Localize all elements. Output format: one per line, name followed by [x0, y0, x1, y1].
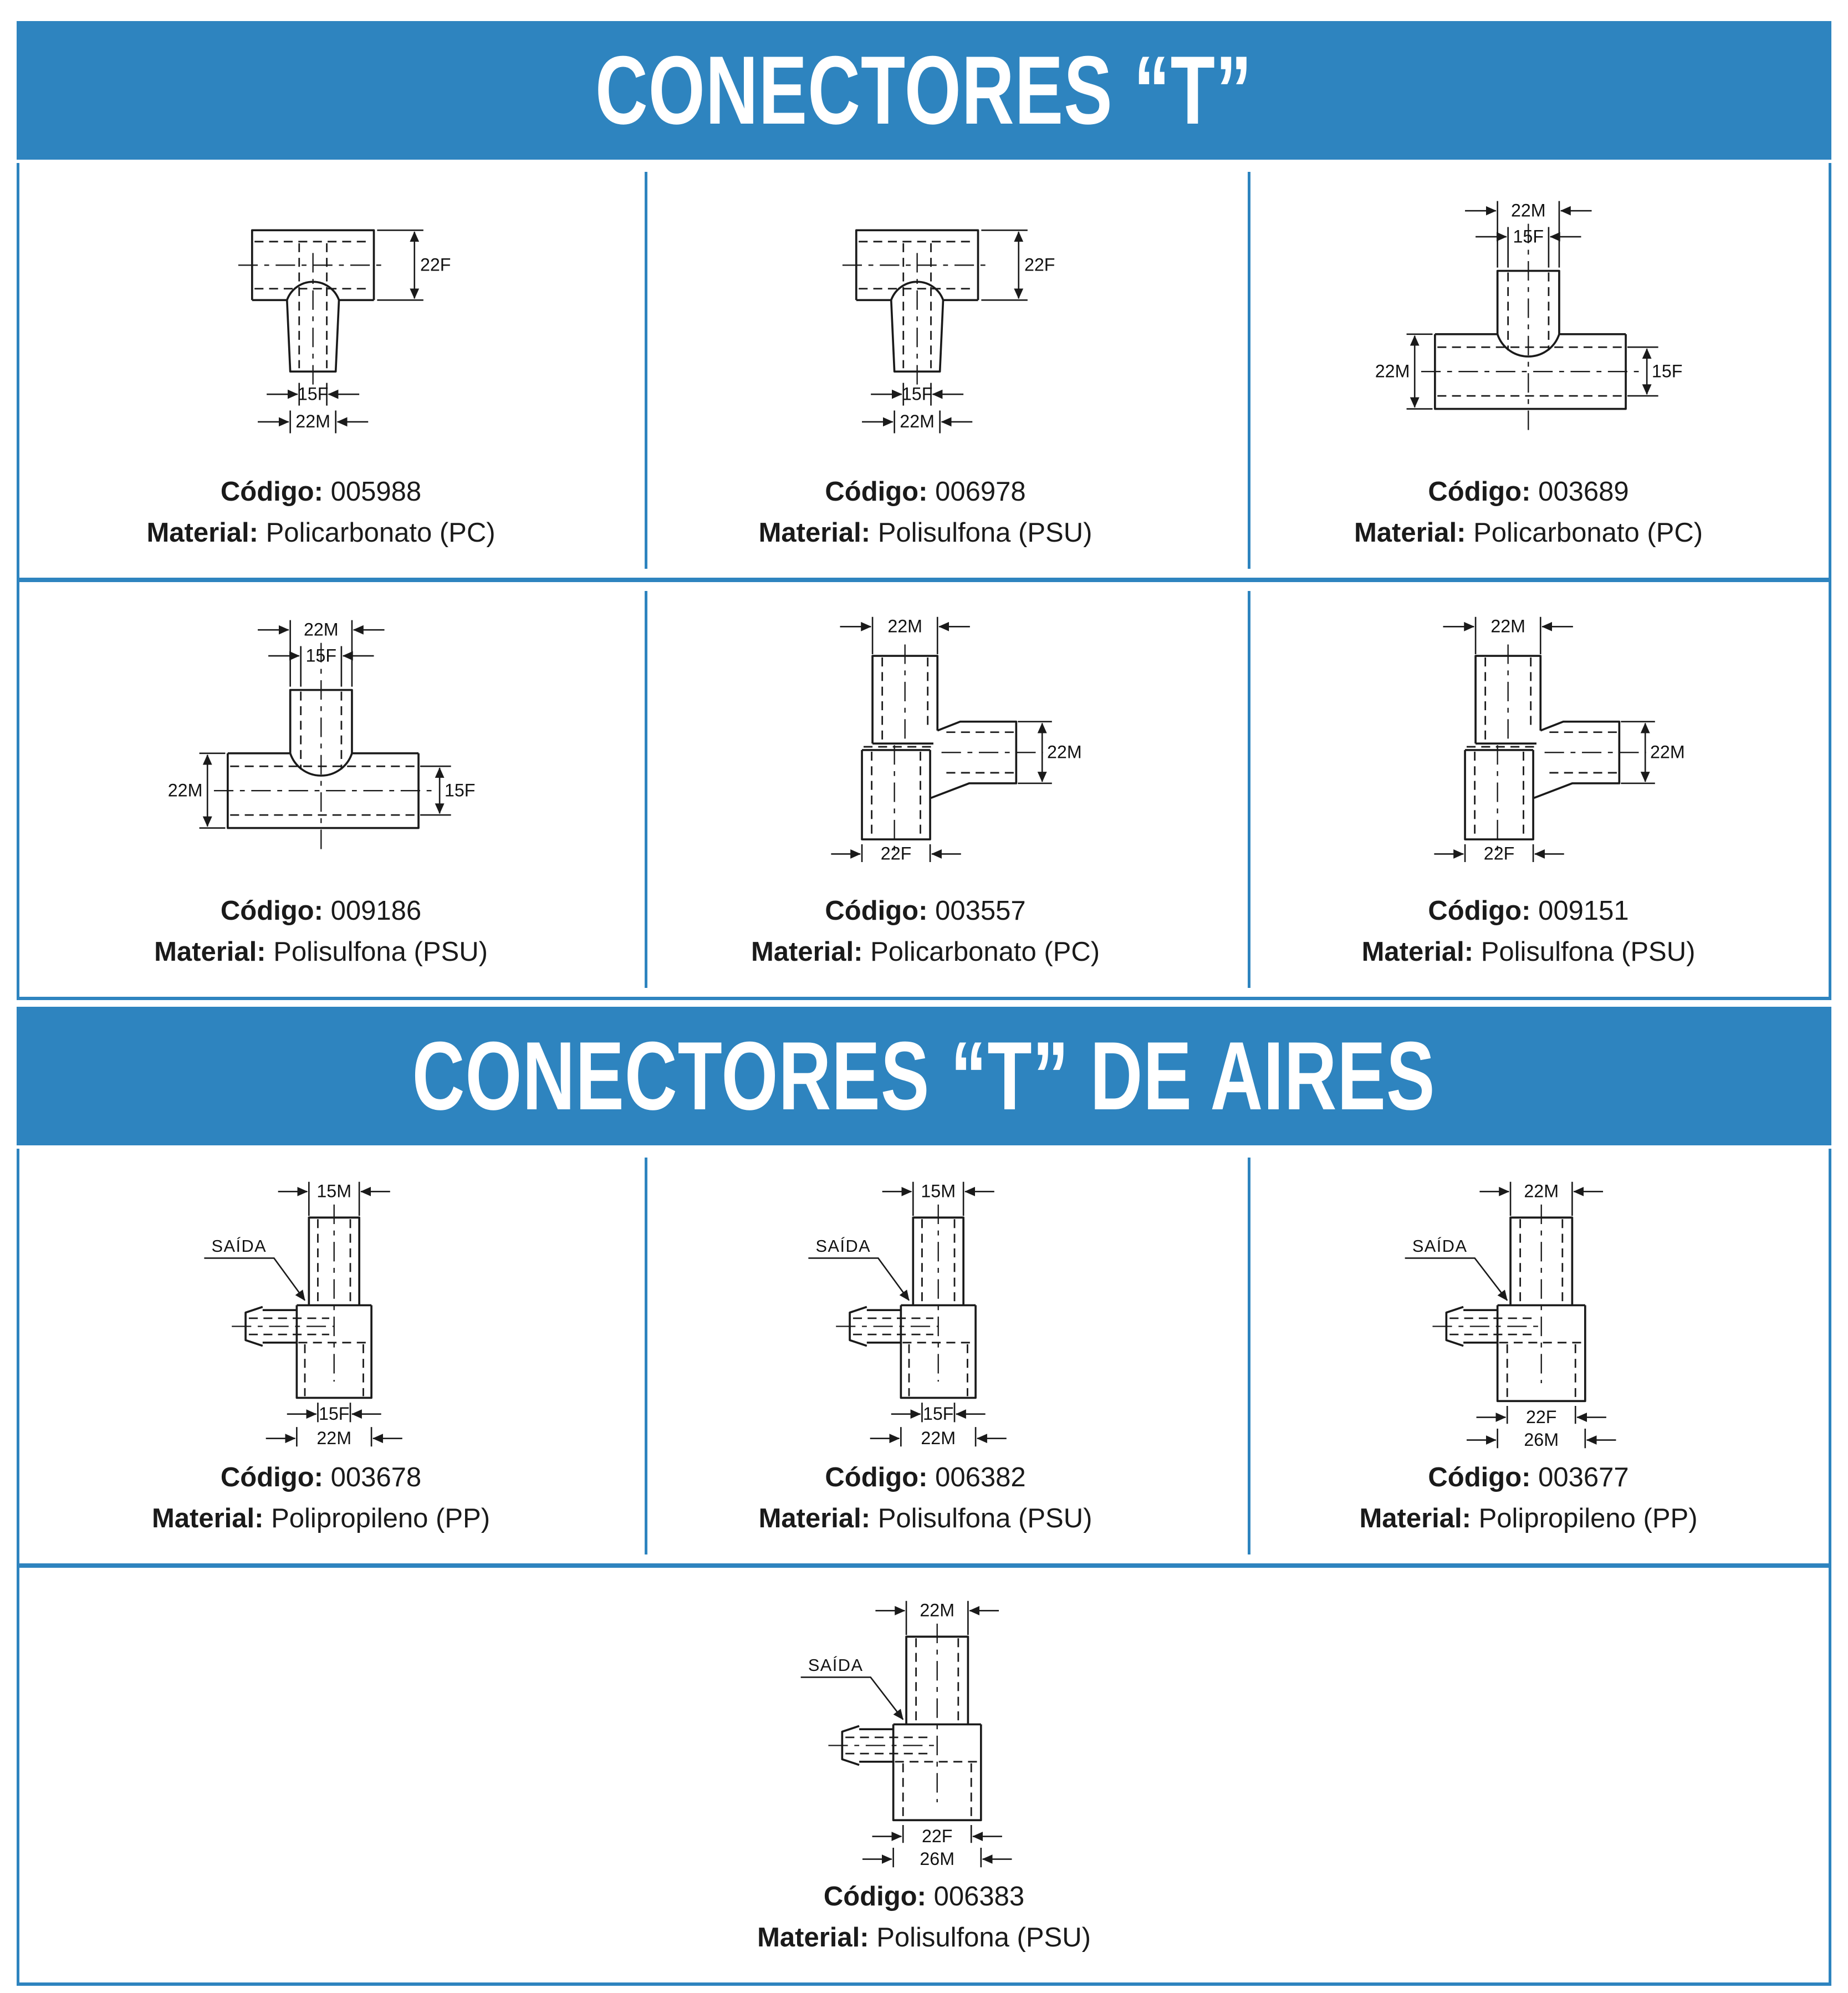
centerlines: [232, 1204, 334, 1381]
material-value: Polisulfona (PSU): [273, 936, 488, 967]
centerlines: [214, 643, 436, 850]
codigo-value: 003689: [1538, 477, 1629, 507]
material-line: [751, 932, 1100, 973]
dim-label-inner: 15F: [923, 1403, 954, 1424]
product-caption: [759, 1457, 1093, 1539]
diagram-area: [52, 1591, 1796, 1877]
diagram-area: [657, 186, 1193, 472]
material-value: Polipropileno (PP): [271, 1503, 491, 1533]
centerlines: [895, 644, 1043, 850]
material-value: Polipropileno (PP): [1478, 1503, 1698, 1533]
product-cell-003678: [42, 1158, 600, 1554]
dim-label-side: 22M: [1047, 742, 1082, 762]
air-t-connector-diagram: [770, 1596, 1079, 1872]
dim-label-top-inner: 15F: [305, 645, 336, 665]
dimensions: [831, 616, 1052, 862]
codigo-value: 003677: [1538, 1462, 1629, 1492]
dim-label-inner: 22F: [1526, 1406, 1557, 1427]
section-conectores-t-de-aires: [17, 1007, 1831, 1986]
material-line: [146, 513, 495, 554]
row-divider: [19, 578, 1829, 582]
dim-label-side: 22F: [420, 254, 451, 275]
material-label: Material:: [146, 517, 258, 548]
product-caption: [751, 891, 1100, 972]
saida-label: SAÍDA: [211, 1236, 267, 1256]
dim-label-outer: 26M: [920, 1848, 954, 1869]
dim-label-outer: 22M: [316, 1428, 351, 1448]
saida-label: SAÍDA: [808, 1655, 864, 1675]
codigo-line: [1362, 891, 1696, 932]
air-t-connector-diagram: [167, 1177, 476, 1453]
material-line: [1354, 513, 1703, 554]
codigo-value: 003678: [330, 1462, 422, 1492]
codigo-line: [146, 472, 495, 513]
outline: [1435, 271, 1626, 409]
dim-label-top: 22M: [920, 1600, 954, 1620]
codigo-line: [757, 1877, 1091, 1918]
dim-label-top: 22M: [1524, 1181, 1559, 1201]
hidden-lines: [864, 657, 1014, 837]
saida-leader-arrow: [809, 1258, 910, 1300]
dim-label-top: 22M: [887, 616, 923, 636]
material-value: Policarbonato (PC): [266, 517, 496, 548]
product-caption: [1362, 891, 1696, 972]
dimensions: [809, 1181, 1007, 1446]
hidden-lines: [1467, 657, 1617, 837]
dim-label-inner: 15F: [902, 383, 933, 404]
dim-label-bottom: 22F: [880, 843, 912, 864]
saida-label: SAÍDA: [815, 1236, 871, 1256]
dim-label-top: 15M: [316, 1181, 351, 1201]
dimensions: [1435, 616, 1655, 862]
saida-leader-arrow: [1405, 1258, 1508, 1300]
dimensions: [862, 230, 1028, 433]
outline: [862, 656, 1016, 839]
dim-label-left: 22M: [1375, 360, 1410, 381]
dim-label-top-outer: 22M: [1511, 200, 1546, 220]
material-line: [759, 513, 1093, 554]
material-value: Policarbonato (PC): [870, 936, 1100, 967]
centerlines: [238, 253, 388, 391]
product-cell-003557: [645, 591, 1203, 988]
product-cell-003677: [1248, 1158, 1806, 1554]
t-connector-diagram: [167, 191, 476, 467]
product-caption: [759, 472, 1093, 553]
dimensions: [258, 230, 423, 433]
dim-label-inner: 15F: [297, 383, 329, 404]
codigo-line: [152, 1457, 490, 1498]
codigo-line: [759, 1457, 1093, 1498]
dim-label-left: 22M: [167, 779, 203, 800]
diagram-area: [52, 186, 590, 472]
material-label: Material:: [751, 936, 863, 967]
codigo-line: [759, 472, 1093, 513]
material-value: Polisulfona (PSU): [877, 517, 1093, 548]
centerlines: [1433, 1204, 1541, 1383]
codigo-label: Código:: [220, 1462, 323, 1492]
dim-label-right: 15F: [1652, 360, 1683, 381]
diagram-area: [52, 1172, 590, 1457]
codigo-value: 009151: [1538, 896, 1629, 926]
dim-label-top: 15M: [921, 1181, 956, 1201]
section-1-body: [17, 163, 1831, 1000]
section-2-banner: [17, 1007, 1831, 1145]
material-value: Polisulfona (PSU): [1481, 936, 1696, 967]
product-cell-009186: [42, 591, 600, 988]
dim-label-top-inner: 15F: [1513, 226, 1544, 246]
air-t-connector-diagram: [771, 1177, 1080, 1453]
diagram-area: [52, 605, 590, 891]
product-row-2: [19, 582, 1829, 997]
material-label: Material:: [1359, 1503, 1471, 1533]
codigo-value: 006978: [935, 477, 1026, 507]
codigo-value: 005988: [330, 477, 422, 507]
material-label: Material:: [758, 517, 871, 548]
diagram-area: [657, 1172, 1193, 1457]
product-cell-006382: [645, 1158, 1203, 1554]
material-label: Material:: [1361, 936, 1474, 967]
dim-label-side: 22M: [1650, 742, 1685, 762]
product-cell-006383: [42, 1577, 1806, 1974]
row-divider: [19, 1563, 1829, 1568]
saida-leader-arrow: [204, 1258, 305, 1300]
diagram-area: [1260, 1172, 1796, 1457]
codigo-label: Código:: [1428, 1462, 1531, 1492]
dim-label-side: 22F: [1024, 254, 1055, 275]
material-label: Material:: [154, 936, 266, 967]
product-cell-003689: [1248, 172, 1806, 569]
codigo-label: Código:: [1428, 477, 1531, 507]
dim-label-bottom: 22F: [1483, 843, 1515, 864]
dim-label-outer: 26M: [1524, 1429, 1559, 1450]
product-cell-006978: [645, 172, 1203, 569]
dimensions: [204, 1181, 402, 1446]
material-line: [154, 932, 488, 973]
codigo-label: Código:: [1428, 896, 1531, 926]
product-row-3: [19, 1149, 1829, 1563]
codigo-label: Código:: [823, 1882, 926, 1912]
product-row-1: [19, 163, 1829, 578]
material-line: [1362, 932, 1696, 973]
codigo-label: Código:: [220, 477, 323, 507]
saida-leader-arrow: [800, 1677, 903, 1719]
product-caption: [146, 472, 495, 553]
dim-label-right: 15F: [444, 779, 476, 800]
material-value: Policarbonato (PC): [1473, 517, 1703, 548]
saida-label: SAÍDA: [1412, 1236, 1468, 1256]
material-value: Polisulfona (PSU): [877, 1503, 1093, 1533]
section-1-banner: [17, 21, 1831, 160]
outline: [228, 690, 418, 828]
diagram-area: [1260, 605, 1796, 891]
codigo-value: 006383: [933, 1882, 1025, 1912]
material-label: Material:: [1354, 517, 1466, 548]
dim-label-outer: 22M: [900, 411, 935, 431]
centerlines: [843, 253, 992, 391]
air-t-connector-diagram: [1374, 1177, 1683, 1453]
product-caption: [757, 1877, 1091, 1958]
codigo-label: Código:: [825, 477, 928, 507]
dim-label-outer: 22M: [295, 411, 330, 431]
codigo-value: 009186: [330, 896, 422, 926]
product-row-4: [19, 1568, 1829, 1982]
section-2-body: [17, 1149, 1831, 1986]
material-label: Material:: [151, 1503, 264, 1533]
t-connector-diagram: [771, 191, 1080, 467]
material-line: [152, 1498, 490, 1540]
codigo-line: [1359, 1457, 1697, 1498]
outline: [1465, 656, 1619, 839]
codigo-label: Código:: [825, 896, 928, 926]
dim-label-top-outer: 22M: [303, 619, 339, 639]
codigo-value: 003557: [935, 896, 1026, 926]
material-line: [757, 1918, 1091, 1959]
t-connector-diagram: [771, 610, 1080, 886]
t-connector-diagram: [1374, 191, 1683, 467]
product-cell-009151: [1248, 591, 1806, 988]
section-1-title: CONECTORES “T”: [595, 35, 1253, 145]
codigo-line: [1354, 472, 1703, 513]
t-connector-diagram: [1374, 610, 1683, 886]
diagram-area: [657, 605, 1193, 891]
material-line: [759, 1498, 1093, 1540]
codigo-label: Código:: [825, 1462, 928, 1492]
t-connector-diagram: [167, 610, 476, 886]
dim-label-top: 22M: [1490, 616, 1526, 636]
material-line: [1359, 1498, 1697, 1540]
centerlines: [1498, 644, 1646, 850]
product-caption: [1359, 1457, 1697, 1539]
diagram-area: [1260, 186, 1796, 472]
material-value: Polisulfona (PSU): [876, 1922, 1091, 1953]
product-cell-005988: [42, 172, 600, 569]
product-caption: [152, 1457, 490, 1539]
codigo-line: [154, 891, 488, 932]
material-label: Material:: [758, 1503, 871, 1533]
material-label: Material:: [757, 1922, 869, 1953]
centerlines: [828, 1623, 937, 1802]
product-caption: [1354, 472, 1703, 553]
dim-label-inner: 22F: [921, 1826, 953, 1846]
codigo-label: Código:: [220, 896, 323, 926]
codigo-line: [751, 891, 1100, 932]
dim-label-outer: 22M: [921, 1428, 956, 1448]
product-caption: [154, 891, 488, 972]
section-2-title: CONECTORES “T” DE AIRES: [412, 1021, 1436, 1130]
centerlines: [1421, 223, 1643, 431]
section-conectores-t: [17, 21, 1831, 1000]
codigo-value: 006382: [935, 1462, 1026, 1492]
centerlines: [836, 1204, 938, 1381]
dim-label-inner: 15F: [318, 1403, 350, 1424]
